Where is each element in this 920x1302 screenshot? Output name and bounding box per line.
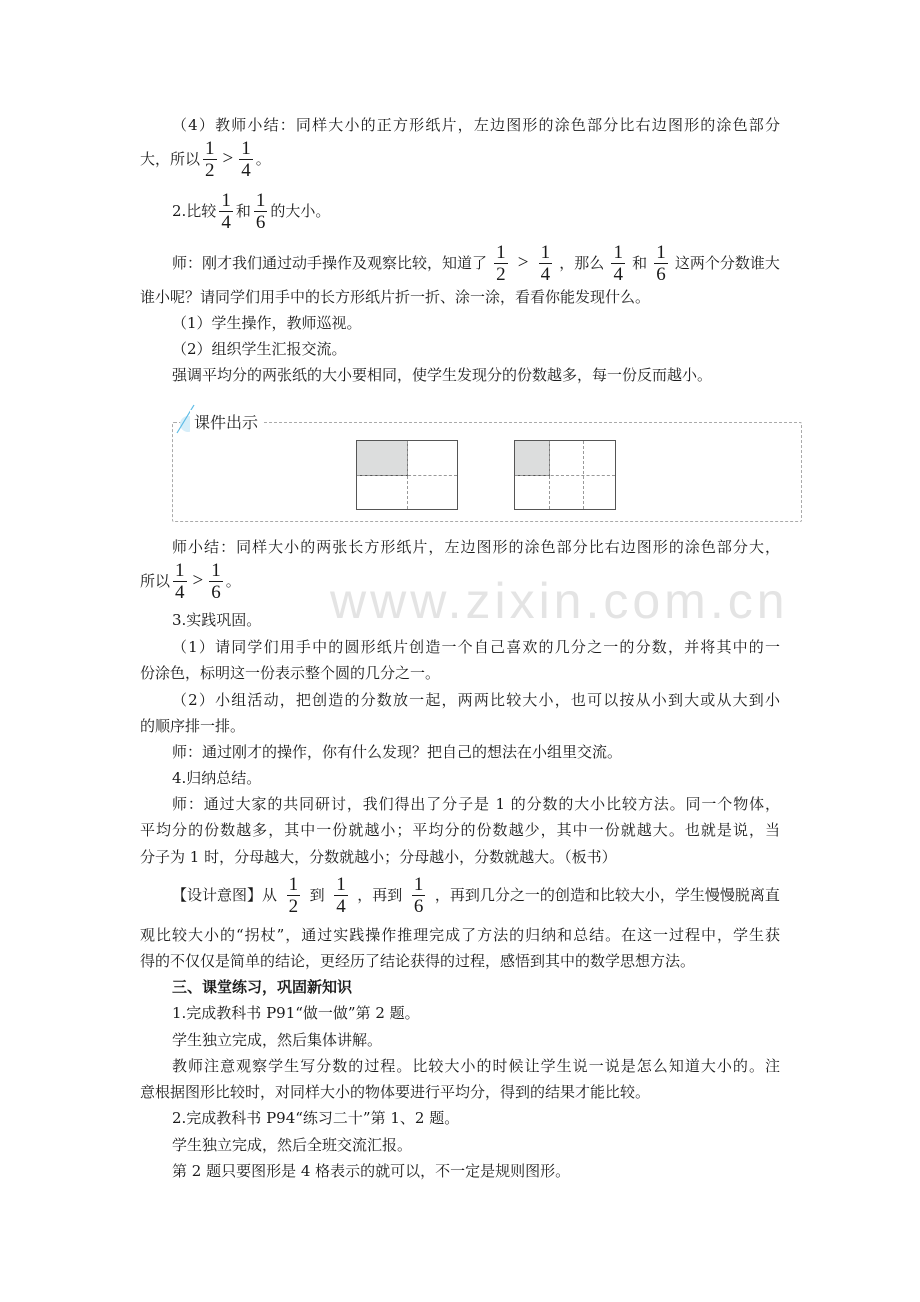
paragraph-teacher-note-cont: 意根据图形比较时，对同样大小的物体要进行平均分，得到的结果才能比较。 [140,1083,651,1101]
paragraph-practice-1: （1）请同学们用手中的圆形纸片创造一个自己喜欢的几分之一的分数，并将其中的一 [172,638,780,656]
text: ，那么 [559,254,605,272]
paragraph-exercise-2: 2.完成教科书 P94“练习二十”第 1、2 题。 [172,1109,460,1127]
text: 的大小。 [270,202,331,220]
fraction: $\frac{1}{4}$ [221,189,231,233]
fraction: $\frac{1}{4}$ [175,559,185,603]
text: 和 [235,202,251,220]
paragraph-teacher-summary-1-cont [140,136,780,182]
text: 到 [309,886,325,904]
watermark: www.zixin.com.cn [330,573,789,629]
fraction: $\frac{1}{4}$ [241,137,251,181]
paragraph-design-intent-cont: 观比较大小的“拐杖”，通过实践操作推理完成了方法的归纳和总结。在这一过程中，学生获 [140,926,780,944]
text: 所以 [140,572,171,590]
paragraph-teacher-discover: 师：通过刚才的操作，你有什么发现？把自己的想法在小组里交流。 [172,743,623,761]
shaded-part [515,441,550,476]
heading-practice: 3.实践巩固。 [172,611,262,629]
paragraph-teacher-conclusion-end: 分子为 1 时，分母越大，分数就越小；分母越小，分数就越大。（板书） [140,848,617,866]
text: 。 [255,150,271,168]
paragraph-teacher-summary-2: 师小结：同样大小的两张长方形纸片，左边图形的涂色部分比右边图形的涂色部分大， [172,538,780,556]
paragraph-teacher-question-cont: 谁小呢？请同学们用手中的长方形纸片折一折、涂一涂，看看你能发现什么。 [140,288,651,306]
greater-than: > [517,252,529,273]
paragraph-exercise-2-note: 学生独立完成，然后全班交流汇报。 [172,1136,413,1154]
text: ，再到几分之一的创造和比较大小，学生慢慢脱离直 [434,886,780,904]
text: ，再到 [357,886,403,904]
fraction: $\frac{1}{6}$ [255,189,266,233]
paragraph-exercise-2-hint: 第 2 题只要图形是 4 格表示的就可以，不一定是规则图形。 [172,1162,571,1180]
fraction: $\frac{1}{4}$ [613,241,623,285]
section-heading-classroom-practice: 三、课堂练习，巩固新知识 [172,978,353,996]
paragraph-exercise-1: 1.完成教科书 P91“做一做”第 2 题。 [172,1004,420,1022]
rectangle-sixth-shaded [514,440,616,510]
greater-than: > [192,570,204,591]
greater-than: > [222,148,234,169]
text: 这两个分数谁大 [674,254,780,272]
paragraph-teacher-conclusion: 师：通过大家的共同研讨，我们得出了分子是 1 的分数的大小比较方法。同一个物体， [172,795,780,813]
paragraph-practice-2: （2）小组活动，把创造的分数放一起，两两比较大小，也可以按从小到大或从大到小 [172,691,780,709]
paragraph-design-intent-end: 得的不仅仅是简单的结论，更经历了结论获得的过程，感悟到其中的数学思想方法。 [140,952,696,970]
fraction: $\frac{1}{6}$ [413,873,424,917]
shaded-part [357,441,408,476]
fraction: $\frac{1}{4}$ [540,241,551,285]
paragraph-practice-1-cont: 份涂色，标明这一份表示整个圆的几分之一。 [140,664,441,682]
fold-line [357,475,457,476]
fraction: $\frac{1}{2}$ [496,241,506,285]
paragraph-step-1: （1）学生操作，教师巡视。 [172,314,362,332]
text: 2.比较 [172,202,217,220]
text: 和 [632,254,648,272]
paragraph-teacher-summary-2-cont [140,558,780,604]
text: 【设计意图】从 [172,886,278,904]
fold-line [515,475,615,476]
fraction: $\frac{1}{2}$ [288,873,299,917]
courseware-box [172,422,802,522]
paragraph-teacher-summary-1: （4）教师小结：同样大小的正方形纸片，左边图形的涂色部分比右边图形的涂色部分 [172,116,780,134]
rectangle-quarter-shaded [356,440,458,510]
paragraph-step-2: （2）组织学生汇报交流。 [172,340,347,358]
heading-compare [140,188,780,234]
paragraph-teacher-note: 教师注意观察学生写分数的过程。比较大小的时候让学生说一说是怎么知道大小的。注 [172,1057,780,1075]
paragraph-practice-2-cont: 的顺序排一排。 [140,717,246,735]
heading-summary: 4.归纳总结。 [172,769,262,787]
fraction: $\frac{1}{6}$ [656,241,666,285]
paragraph-exercise-1-note: 学生独立完成，然后集体讲解。 [172,1031,383,1049]
text: 师：刚才我们通过动手操作及观察比较，知道了 [172,254,488,272]
paragraph-emphasis: 强调平均分的两张纸的大小要相同，使学生发现分的份数越多，每一份反而越小。 [172,366,713,384]
text: 大，所以 [140,150,201,168]
paragraph-design-intent [140,872,780,918]
text: 。 [225,572,241,590]
fraction: $\frac{1}{2}$ [205,137,215,181]
fraction: $\frac{1}{6}$ [211,559,221,603]
courseware-title: 课件出示 [190,410,262,433]
fraction: $\frac{1}{4}$ [336,873,346,917]
paragraph-teacher-question [140,240,780,286]
paragraph-teacher-conclusion-cont: 平均分的份数越多，其中一份就越小；平均分的份数越少，其中一份就越大。也就是说，当 [140,821,780,839]
